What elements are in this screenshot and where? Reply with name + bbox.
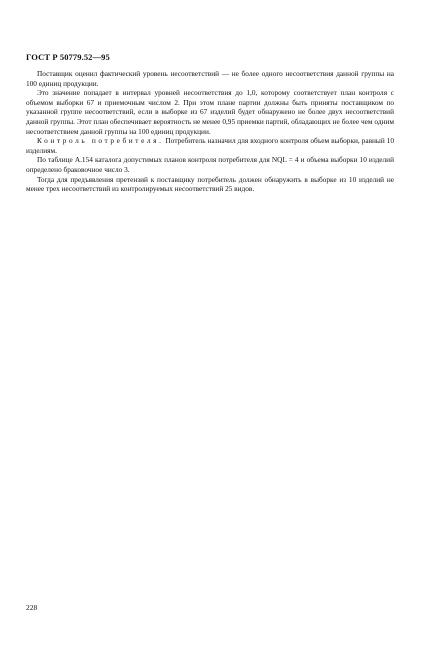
paragraph-control-plan: Это значение попадает в интервал уровней несоответствия до 1,0, которому соответствует план контроля с объемом выборки 67 и приемочным числом 2. При этом плане партии должны быть приняты поставщиком по указанной группе несоответствий, если в выборке из 67 изделий будет обнаружено не более двух несоответствий данной группы. Этот план обеспечивает вероятность не менее 0,95 приемки партий, обладающих не более чем одним несоответствием данной группы на 100 единиц продукции. xyxy=(26,88,394,136)
page-number: 228 xyxy=(26,603,38,612)
consumer-control-text: Потребитель назначил для входного контроля объем выборки, равный 10 изделиям. xyxy=(26,136,394,155)
document-body xyxy=(26,69,394,194)
document-header: ГОСТ Р 50779.52—95 xyxy=(26,52,110,62)
paragraph-claims: Тогда для предъявления претензий к поставщику потребитель должен обнаружить в выборке из 10 изделий не менее трех несоответствий из контролируемых несоответствий 25 видов. xyxy=(26,174,394,194)
paragraph-catalog-table: По таблице А.154 каталога допустимых планов контроля потребителя для NQL = 4 и объема выборки 10 изделий определено браковочное число 3. xyxy=(26,155,394,174)
paragraph-consumer-control xyxy=(26,136,394,155)
paragraph-supplier-assessment: Поставщик оценил фактический уровень несоответствий — не более одного несоответствия данной группы на 100 единиц продукции. xyxy=(26,69,394,88)
consumer-control-heading: Контроль потребителя. xyxy=(37,136,164,146)
